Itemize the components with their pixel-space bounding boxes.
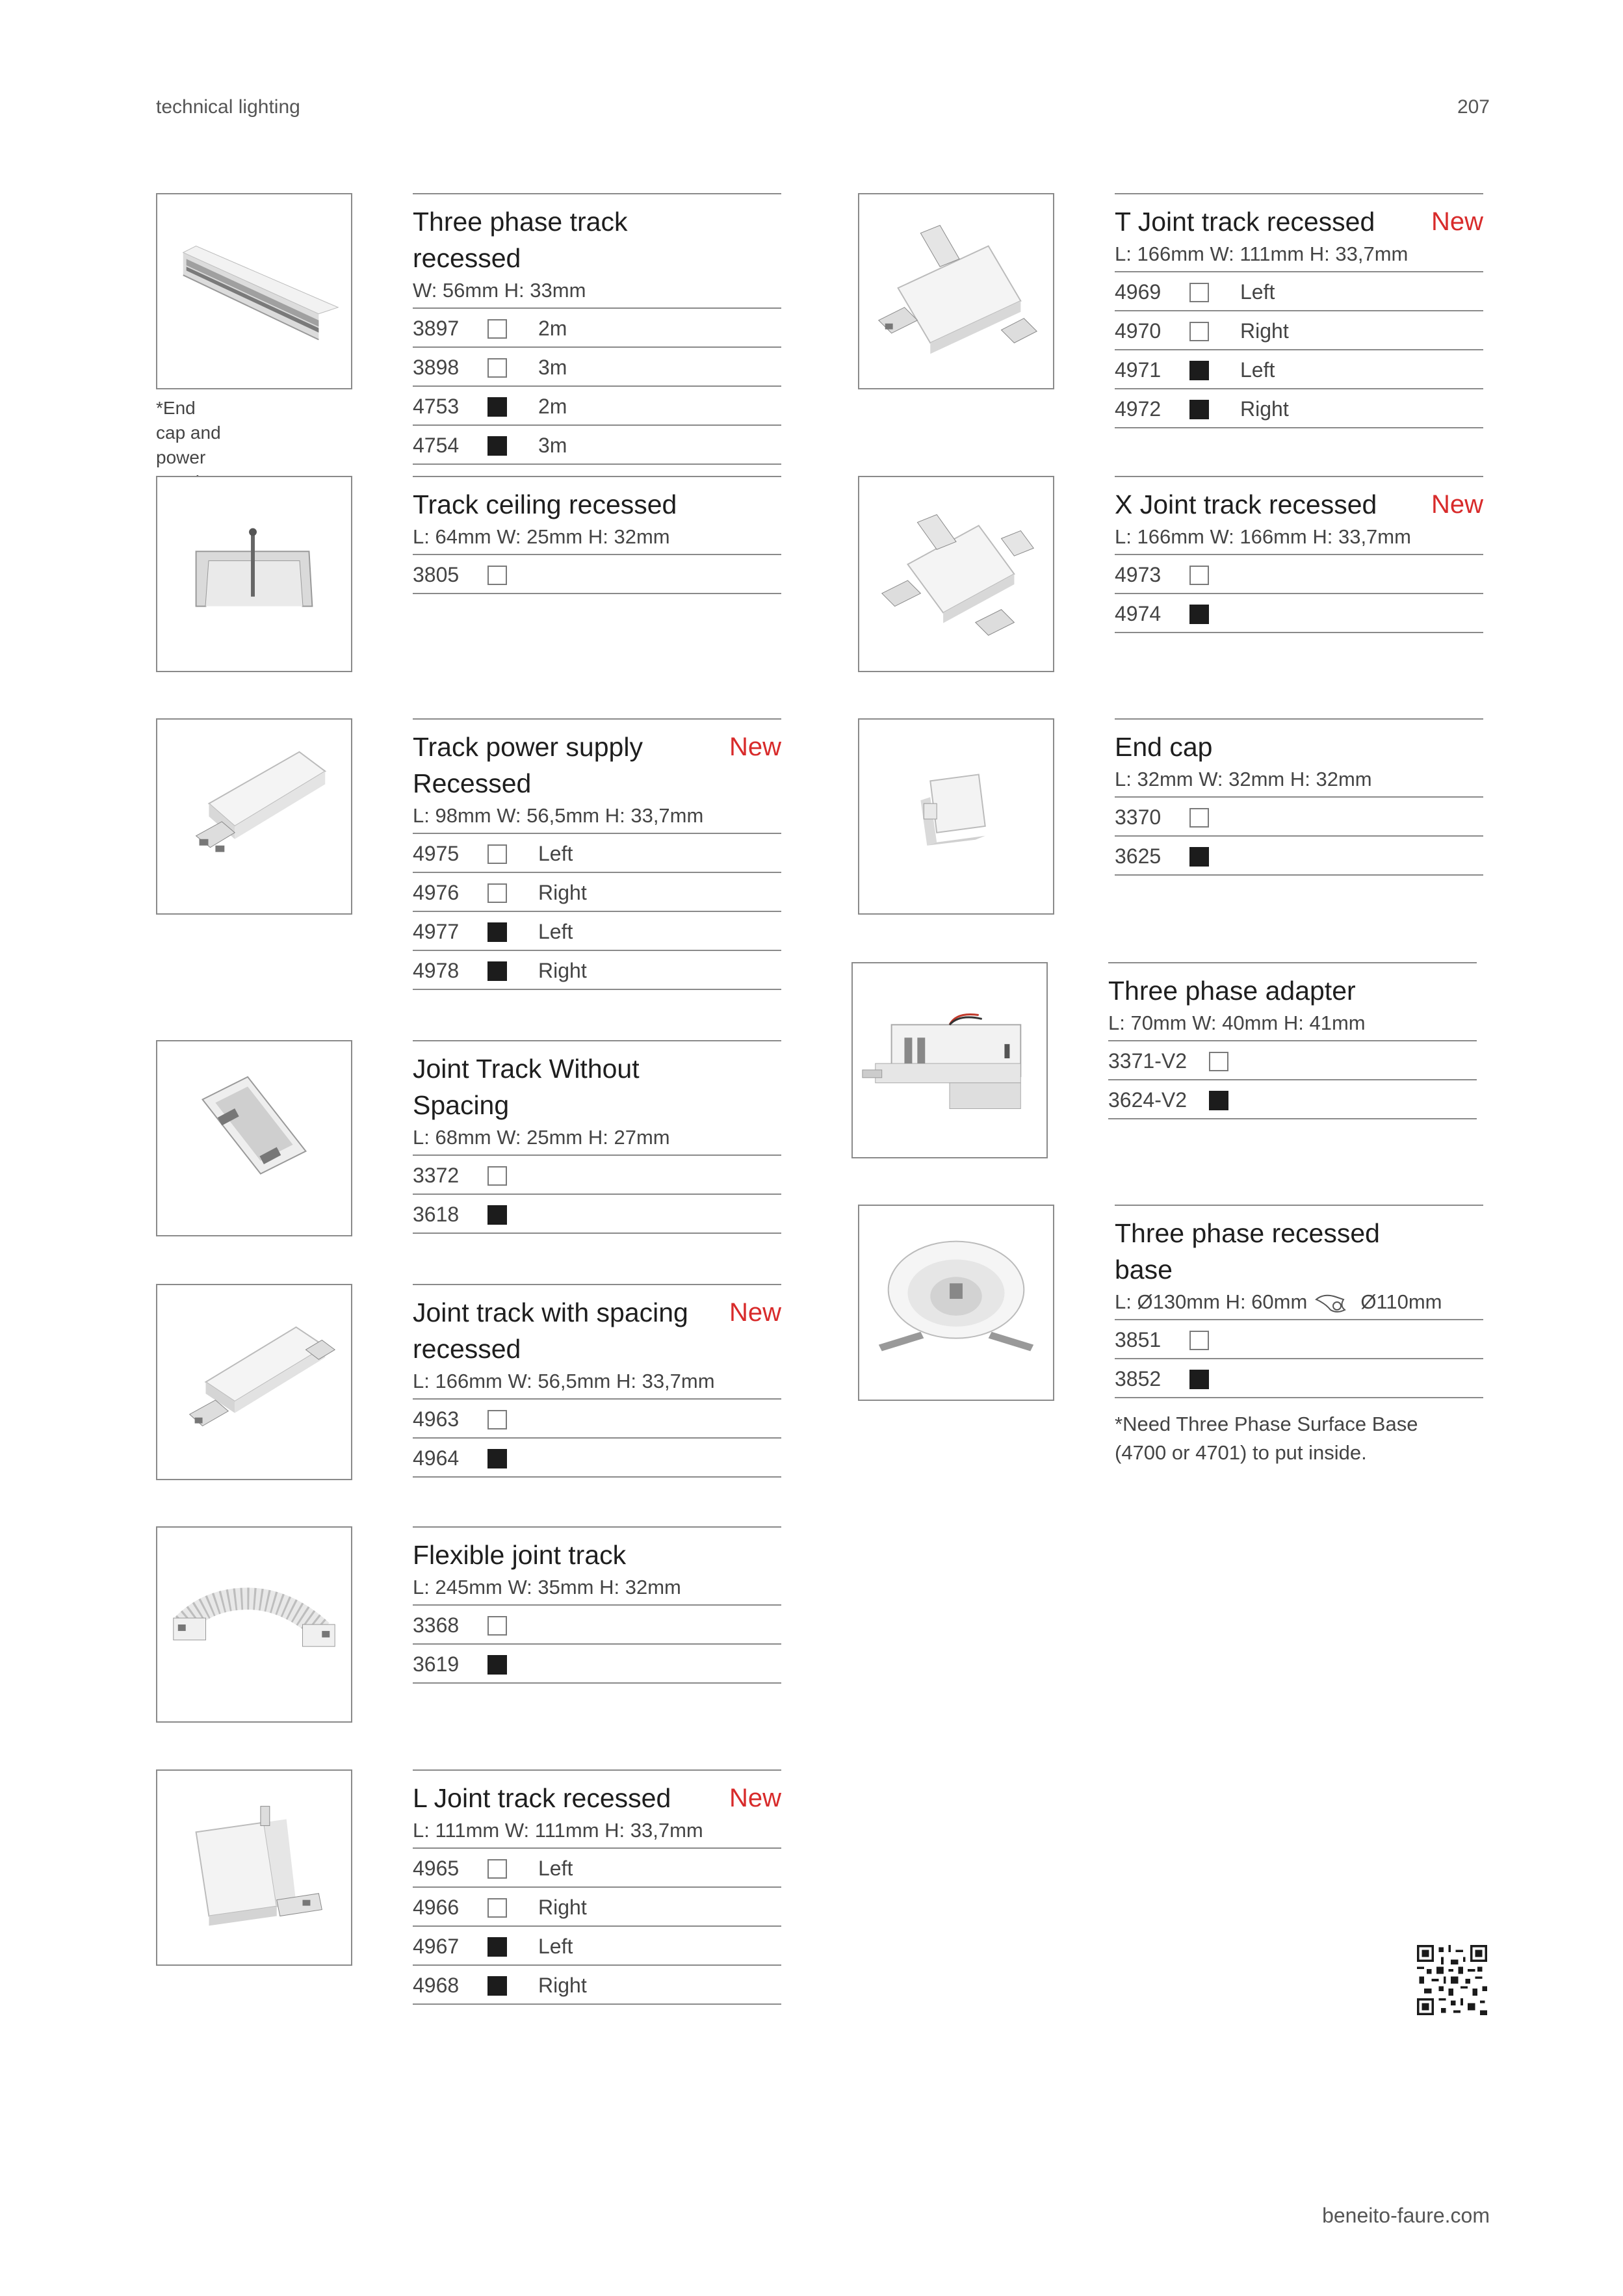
product-title-wrap (1115, 477, 1483, 523)
product-code: 4972 (1115, 397, 1162, 421)
product-code: 4973 (1115, 563, 1162, 586)
product-variant-row (413, 951, 781, 990)
white-finish-swatch (487, 1898, 507, 1918)
product-variant-row (413, 1645, 781, 1684)
product-option: Left (538, 1857, 573, 1880)
product-option: 3m (538, 434, 567, 457)
page-header (156, 96, 1490, 122)
product-code: 4754 (413, 434, 460, 457)
product-code: 3371-V2 (1108, 1049, 1187, 1073)
product-variant-row (413, 1966, 781, 2005)
product-title: End cap (1115, 732, 1213, 762)
cut-out-diameter: Ø110mm (1360, 1290, 1442, 1313)
product-variant-row (413, 1195, 781, 1234)
product-image (858, 476, 1054, 672)
product-option: Left (538, 842, 573, 865)
product-title: T Joint track recessed (1115, 207, 1375, 237)
product-dimensions: L: 166mm W: 111mm H: 33,7mm (1115, 240, 1483, 272)
white-finish-swatch (1189, 283, 1209, 302)
product-dimensions: L: 245mm W: 35mm H: 32mm (413, 1573, 781, 1606)
white-finish-swatch (487, 566, 507, 585)
product-info (1115, 193, 1483, 428)
product-title-wrap (413, 194, 781, 276)
product-code: 3370 (1115, 805, 1162, 829)
product-code: 4978 (413, 959, 460, 982)
product-code: 4976 (413, 881, 460, 904)
product-option: 2m (538, 395, 567, 418)
product-title-wrap (1115, 194, 1483, 240)
product-image (156, 718, 352, 915)
product-info (413, 1284, 781, 1478)
product-dimensions: W: 56mm H: 33mm (413, 276, 781, 309)
product-title-wrap (413, 720, 781, 802)
product-title-wrap (413, 1771, 781, 1816)
qr-code[interactable] (1417, 1945, 1487, 2015)
product-option: Right (538, 959, 587, 982)
product-footnote: *Need Three Phase Surface Base (4700 or 4701) to put inside. (1115, 1413, 1418, 1464)
product-image (156, 476, 352, 672)
black-finish-swatch (1189, 1370, 1209, 1389)
product-code: 4977 (413, 920, 460, 943)
black-finish-swatch (487, 1449, 507, 1468)
product-variant-row (1115, 389, 1483, 428)
product-title: Three phase adapter (1108, 976, 1356, 1006)
recessed-base-image (859, 1206, 1053, 1400)
product-image (858, 718, 1054, 915)
product-title-wrap (1115, 720, 1483, 765)
white-finish-swatch (487, 844, 507, 864)
product-dimensions (1115, 1288, 1483, 1320)
product-title: Three phase track recessed (413, 207, 628, 273)
product-variant-row (1108, 1080, 1477, 1119)
product-variant-row (413, 873, 781, 912)
product-variant-row (413, 1849, 781, 1888)
product-info (1115, 476, 1483, 633)
product-variant-row (413, 426, 781, 465)
joint-image (157, 1041, 351, 1235)
product-variant-row (413, 1606, 781, 1645)
power-supply-image (157, 720, 351, 913)
product-dimensions: L: 166mm W: 166mm H: 33,7mm (1115, 523, 1483, 555)
product-option: Left (1240, 358, 1275, 382)
product-code: 4967 (413, 1935, 460, 1958)
white-finish-swatch (487, 1166, 507, 1186)
product-option: 2m (538, 317, 567, 340)
black-finish-swatch (487, 1655, 507, 1675)
product-title: Three phase recessed base (1115, 1218, 1380, 1285)
product-image (156, 1040, 352, 1236)
product-title-wrap (1115, 1206, 1483, 1288)
end-cap-image (859, 720, 1053, 913)
page-number: 207 (1457, 96, 1490, 118)
product-variant-row (1115, 594, 1483, 633)
product-option: 3m (538, 356, 567, 379)
product-code: 4965 (413, 1857, 460, 1880)
product-variant-row (1115, 837, 1483, 876)
flexible-joint-image (157, 1528, 351, 1721)
product-dimensions: L: 98mm W: 56,5mm H: 33,7mm (413, 802, 781, 834)
product-dimensions: L: 64mm W: 25mm H: 32mm (413, 523, 781, 555)
product-variant-row (413, 912, 781, 951)
product-option: Right (1240, 319, 1289, 343)
product-code: 3897 (413, 317, 460, 340)
new-badge: New (729, 733, 781, 761)
l-joint-image (157, 1771, 351, 1964)
black-finish-swatch (487, 1205, 507, 1225)
white-finish-swatch (1209, 1052, 1228, 1071)
product-image (156, 1526, 352, 1723)
new-badge: New (1431, 207, 1483, 236)
product-title-wrap (413, 1528, 781, 1573)
product-code: 4974 (1115, 602, 1162, 625)
white-finish-swatch (1189, 808, 1209, 828)
product-variant-row (1115, 798, 1483, 837)
product-option: Right (538, 1974, 587, 1997)
product-option: Left (1240, 280, 1275, 304)
black-finish-swatch (1189, 847, 1209, 867)
product-image (851, 962, 1048, 1158)
product-info (413, 476, 781, 594)
product-info (1108, 962, 1477, 1119)
product-image (156, 1284, 352, 1480)
black-finish-swatch (1189, 400, 1209, 419)
black-finish-swatch (487, 436, 507, 456)
product-code: 4964 (413, 1446, 460, 1470)
product-code: 4968 (413, 1974, 460, 1997)
product-code: 3368 (413, 1613, 460, 1637)
product-dimensions: L: 166mm W: 56,5mm H: 33,7mm (413, 1367, 781, 1400)
new-badge: New (1431, 490, 1483, 519)
t-joint-image (859, 194, 1053, 388)
product-dimensions: L: 111mm W: 111mm H: 33,7mm (413, 1816, 781, 1849)
black-finish-swatch (487, 1976, 507, 1996)
black-finish-swatch (487, 397, 507, 417)
product-code: 3898 (413, 356, 460, 379)
product-image (858, 1205, 1054, 1401)
product-info (413, 718, 781, 990)
product-dimensions: L: 32mm W: 32mm H: 32mm (1115, 765, 1483, 798)
product-info (413, 1769, 781, 2005)
product-variant-row (413, 1439, 781, 1478)
black-finish-swatch (487, 961, 507, 981)
product-option: Right (538, 881, 587, 904)
product-dimensions: L: 70mm W: 40mm H: 41mm (1108, 1009, 1477, 1041)
white-finish-swatch (1189, 566, 1209, 585)
product-info (413, 1040, 781, 1234)
product-variant-row (413, 1156, 781, 1195)
black-finish-swatch (487, 1937, 507, 1957)
section-title: technical lighting (156, 96, 300, 118)
new-badge: New (729, 1784, 781, 1812)
product-info (1115, 1205, 1483, 1467)
product-image (858, 193, 1054, 389)
product-info (413, 1526, 781, 1684)
product-dimensions: L: 68mm W: 25mm H: 27mm (413, 1123, 781, 1156)
product-code: 3619 (413, 1652, 460, 1676)
black-finish-swatch (1189, 605, 1209, 624)
adapter-image (853, 963, 1046, 1157)
white-finish-swatch (487, 319, 507, 339)
product-variant-row (1115, 350, 1483, 389)
product-option: Right (538, 1896, 587, 1919)
product-code: 4971 (1115, 358, 1162, 382)
product-code: 4963 (413, 1407, 460, 1431)
product-note: *End cap and power (156, 398, 221, 467)
product-option: Right (1240, 397, 1289, 421)
product-info (1115, 718, 1483, 876)
product-image (156, 1769, 352, 1966)
white-finish-swatch (1189, 322, 1209, 341)
product-code: 4969 (1115, 280, 1162, 304)
product-code: 4975 (413, 842, 460, 865)
ceiling-bracket-image (157, 477, 351, 671)
product-code: 3624-V2 (1108, 1088, 1187, 1112)
product-variant-row (413, 555, 781, 594)
x-joint-image (859, 477, 1053, 671)
product-title: X Joint track recessed (1115, 489, 1377, 519)
cut-out-icon (1311, 1290, 1357, 1316)
white-finish-swatch (1189, 1331, 1209, 1350)
product-code: 3372 (413, 1164, 460, 1187)
product-code: 3851 (1115, 1328, 1162, 1351)
white-finish-swatch (487, 1859, 507, 1879)
white-finish-swatch (487, 1616, 507, 1636)
product-code: 3852 (1115, 1367, 1162, 1390)
product-image (156, 193, 352, 389)
product-title-wrap (413, 477, 781, 523)
product-variant-row (1115, 311, 1483, 350)
product-variant-row (413, 309, 781, 348)
product-variant-row (1115, 272, 1483, 311)
product-variant-row (1115, 1320, 1483, 1359)
black-finish-swatch (1209, 1091, 1228, 1110)
product-variant-row (1108, 1041, 1477, 1080)
product-title-wrap (1108, 963, 1477, 1009)
product-info (413, 193, 781, 465)
product-code: 3618 (413, 1203, 460, 1226)
product-variant-row (1115, 1359, 1483, 1398)
black-finish-swatch (1189, 361, 1209, 380)
product-variant-row (1115, 555, 1483, 594)
product-variant-row (413, 1400, 781, 1439)
product-code: 3805 (413, 563, 460, 586)
product-variant-row (413, 387, 781, 426)
product-code: 4970 (1115, 319, 1162, 343)
product-title-wrap (413, 1041, 781, 1123)
product-code: 3625 (1115, 844, 1162, 868)
product-code: 4753 (413, 395, 460, 418)
product-title: L Joint track recessed (413, 1783, 671, 1813)
product-option: Left (538, 1935, 573, 1958)
product-title: Track ceiling recessed (413, 489, 677, 519)
track-image (157, 194, 351, 388)
white-finish-swatch (487, 358, 507, 378)
product-option: Left (538, 920, 573, 943)
product-title: Track power supply Recessed (413, 732, 643, 798)
product-title: Joint Track Without Spacing (413, 1054, 640, 1120)
dimensions-text: L: Ø130mm H: 60mm (1115, 1290, 1308, 1313)
product-variant-row (413, 834, 781, 873)
product-variant-row (413, 1927, 781, 1966)
joint-spacing-image (157, 1285, 351, 1479)
white-finish-swatch (487, 1410, 507, 1429)
product-code: 4966 (413, 1896, 460, 1919)
product-title-wrap (413, 1285, 781, 1367)
qr-code-icon (1417, 1945, 1487, 2015)
white-finish-swatch (487, 883, 507, 903)
product-title: Joint track with spacing recessed (413, 1298, 688, 1364)
footer-url[interactable]: beneito-faure.com (1322, 2204, 1490, 2227)
product-variant-row (413, 1888, 781, 1927)
new-badge: New (729, 1298, 781, 1327)
product-variant-row (413, 348, 781, 387)
black-finish-swatch (487, 922, 507, 942)
product-title: Flexible joint track (413, 1540, 627, 1570)
